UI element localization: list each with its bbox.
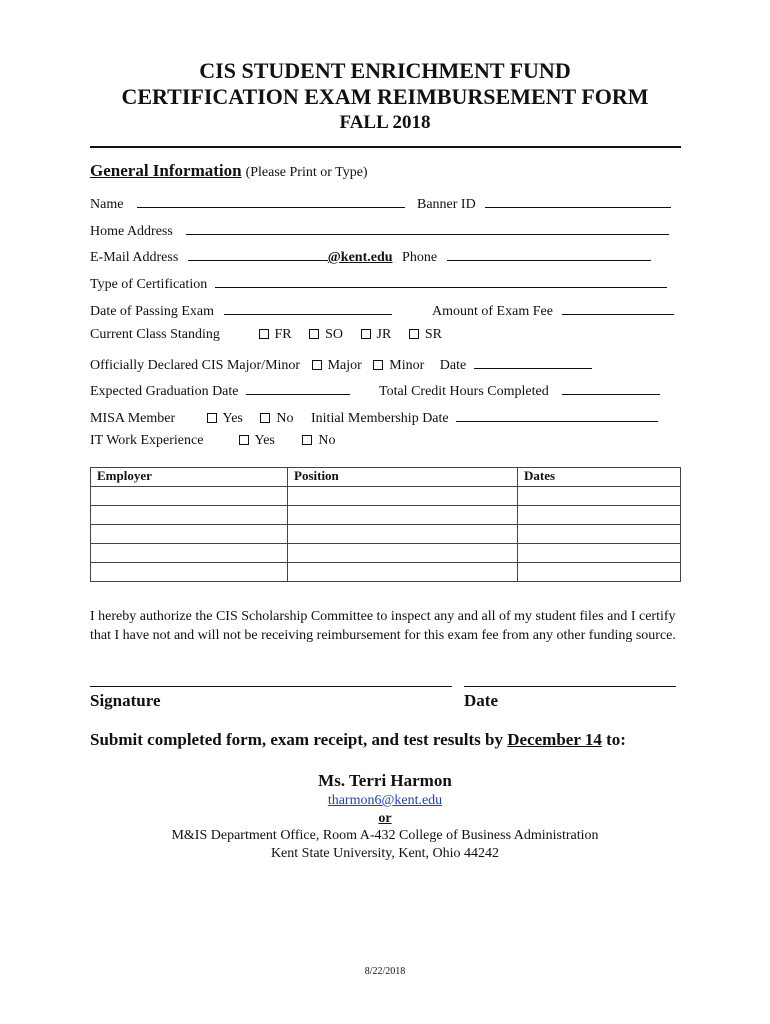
misa-yes-checkbox[interactable] [207,413,217,423]
employer-cell[interactable] [91,544,288,563]
minor-label: Minor [389,358,425,373]
option-sr[interactable] [409,327,442,343]
so-label: SO [325,327,344,342]
employer-cell[interactable] [91,525,288,544]
table-row [91,506,681,525]
table-row [91,487,681,506]
dates-cell[interactable] [518,506,681,525]
form-term: FALL 2018 [339,112,431,133]
it-yes-label: Yes [254,433,275,448]
misa-option-yes[interactable] [207,411,243,427]
sr-label: SR [424,327,442,342]
so-checkbox[interactable] [309,329,319,339]
home-address-field[interactable] [186,220,669,235]
it-experience-label: IT Work Experience [90,433,204,448]
minor-checkbox[interactable] [373,360,383,370]
class-standing-row [90,327,456,343]
membership-date-label: Initial Membership Date [311,411,449,426]
email-row [90,246,651,266]
declared-row [90,354,592,374]
jr-checkbox[interactable] [361,329,371,339]
major-checkbox[interactable] [312,360,322,370]
dates-cell[interactable] [518,525,681,544]
name-label: Name [90,197,124,212]
fr-label: FR [274,327,292,342]
it-no-checkbox[interactable] [302,435,312,445]
signature-date-label: Date [464,691,498,710]
name-row [90,193,405,213]
misa-row [90,407,658,427]
declared-label: Officially Declared CIS Major/Minor [90,358,301,373]
banner-id-field[interactable] [485,193,671,208]
footer-date: 8/22/2018 [364,966,406,977]
submit-deadline: December 14 [507,730,602,749]
submit-text: Submit completed form, exam receipt, and test results by [90,730,508,749]
email-field[interactable] [188,246,328,261]
home-address-label: Home Address [90,224,173,239]
dates-cell[interactable] [518,487,681,506]
declared-date-label: Date [439,358,467,373]
employer-cell[interactable] [91,487,288,506]
table-row [91,525,681,544]
date-line[interactable] [464,686,676,687]
email-label: E-Mail Address [90,250,179,265]
membership-date-field[interactable] [456,407,658,422]
option-fr[interactable] [259,327,292,343]
table-row [91,563,681,582]
contact-name: Ms. Terri Harmon [318,771,452,790]
position-cell[interactable] [288,525,518,544]
misa-no-checkbox[interactable] [260,413,270,423]
option-jr[interactable] [361,327,392,343]
position-cell[interactable] [288,563,518,582]
phone-field[interactable] [447,246,651,261]
name-field[interactable] [137,193,405,208]
sr-checkbox[interactable] [409,329,419,339]
employment-table [90,467,681,582]
option-major[interactable] [312,358,362,373]
graduation-row [90,380,350,400]
misa-label: MISA Member [90,411,176,426]
passing-date-row [90,300,392,320]
fee-label: Amount of Exam Fee [432,304,553,319]
cert-type-label: Type of Certification [90,277,208,292]
class-standing-label: Current Class Standing [90,327,220,342]
major-label: Major [327,358,362,373]
position-header: Position [288,468,518,487]
form-title-line2: CERTIFICATION EXAM REIMBURSEMENT FORM [121,84,649,109]
graduation-field[interactable] [246,380,350,395]
home-address-row [90,220,669,240]
misa-no-label: No [276,411,294,426]
passing-date-label: Date of Passing Exam [90,304,215,319]
option-minor[interactable] [373,358,424,373]
position-cell[interactable] [288,506,518,525]
general-info-note: (Please Print or Type) [245,165,368,180]
employer-header: Employer [91,468,288,487]
contact-email-link[interactable]: tharmon6@kent.edu [327,793,443,808]
position-cell[interactable] [288,487,518,506]
fee-field[interactable] [562,300,674,315]
signature-line[interactable] [90,686,452,687]
banner-row [417,193,671,213]
it-yes-checkbox[interactable] [239,435,249,445]
employer-cell[interactable] [91,563,288,582]
employer-cell[interactable] [91,506,288,525]
table-header-row [91,468,681,487]
contact-address: Kent State University, Kent, Ohio 44242 [270,846,500,861]
jr-label: JR [376,327,392,342]
signature-label: Signature [90,691,161,710]
fr-checkbox[interactable] [259,329,269,339]
fee-row [432,300,674,320]
it-option-yes[interactable] [239,433,275,449]
dates-cell[interactable] [518,544,681,563]
credits-field[interactable] [562,380,660,395]
credits-row [379,380,660,400]
passing-date-field[interactable] [224,300,392,315]
position-cell[interactable] [288,544,518,563]
credits-label: Total Credit Hours Completed [379,384,549,399]
dates-header: Dates [518,468,681,487]
cert-type-field[interactable] [215,273,667,288]
authorization-text: I hereby authorize the CIS Scholarship Committee to inspect any and all of my student files and I certify that I have not and will not be receiving reimbursement for this exam fee from any other funding source. [90,609,676,643]
submit-instructions [90,730,626,750]
it-option-no[interactable] [302,433,335,449]
email-domain: @kent.edu [327,250,393,265]
misa-option-no[interactable] [260,411,293,427]
cert-type-row [90,273,667,293]
title-divider [90,146,681,148]
contact-email-wrap [0,793,770,809]
contact-or: or [378,811,392,826]
form-title-line1: CIS STUDENT ENRICHMENT FUND [199,58,571,83]
table-row [91,544,681,563]
declared-date-field[interactable] [474,354,592,369]
general-info-header [90,161,368,181]
it-no-label: No [318,433,336,448]
misa-yes-label: Yes [222,411,243,426]
dates-cell[interactable] [518,563,681,582]
it-experience-row [90,433,350,449]
contact-office: M&IS Department Office, Room A-432 College of Business Administration [171,828,599,843]
submit-text-end: to: [601,730,626,749]
graduation-label: Expected Graduation Date [90,384,239,399]
general-info-heading: General Information [90,161,242,180]
phone-label: Phone [402,250,438,265]
option-so[interactable] [309,327,343,343]
banner-id-label: Banner ID [417,197,476,212]
